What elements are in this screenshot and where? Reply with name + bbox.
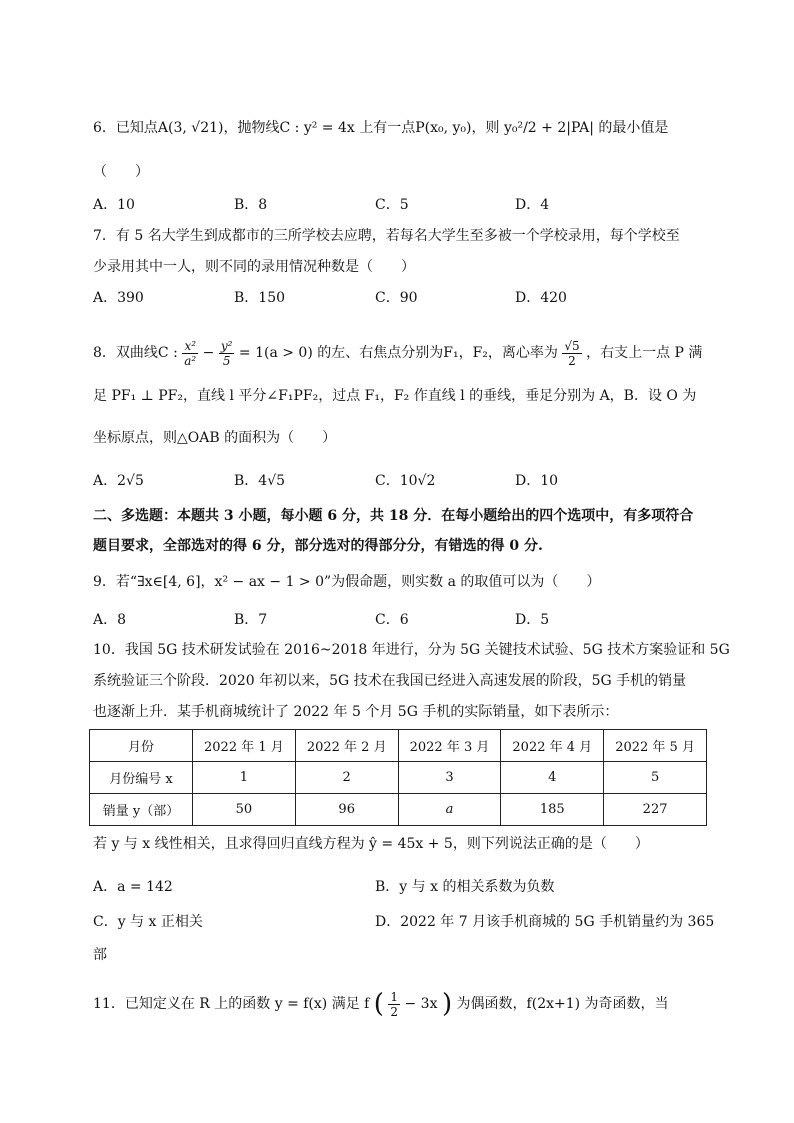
q7-options [93,288,713,308]
q11-fraction [388,990,400,1019]
q8-option-d: D．10 [515,473,559,489]
q9-options [93,610,713,630]
table-cell: 4 [501,762,604,794]
q9-option-b: B．7 [234,612,268,628]
q11-line-start: 11．已知定义在 R 上的函数 y = f(x) 满足 f [93,996,370,1012]
table-cell: 2022 年 3 月 [398,730,501,762]
q6-bracket: （ ） [93,164,149,180]
q8-option-a: A．2√5 [93,473,144,489]
table-row [90,762,707,794]
table-row [90,730,707,762]
q8-minus: − [202,345,215,361]
q6-option-b: B．8 [234,197,268,213]
q9-option-d: D．5 [515,612,550,628]
table-cell: 3 [398,762,501,794]
q6-option-c: C．5 [375,197,409,213]
q8-options [93,471,713,491]
q10-options-row-1 [93,877,713,897]
q11-fraction-den: 2 [390,1004,399,1019]
table-cell: a [398,794,501,826]
table-cell: 5 [604,762,707,794]
q7-option-c: C．90 [375,290,418,306]
q8-line-1 [93,336,702,370]
q10-line-2: 系统验证三个阶段．2020 年初以来，5G 技术在我国已经进入高速发展的阶段，5G 手机的销量 [93,673,687,689]
q7-option-d: D．420 [515,290,567,306]
q10-option-c: C．y 与 x 正相关 [93,914,203,930]
q6-option-d: D．4 [515,197,550,213]
table-row [90,794,707,826]
q8-eccentricity [562,339,581,368]
q9-stem: 9．若“∃x∈[4, 6]，x² − ax − 1 > 0”为假命题，则实数 a 的取值可以为（ ） [93,574,601,590]
q10-line-1: 10．我国 5G 技术研发试验在 2016~2018 年进行，分为 5G 关键技术试验、5G 技术方案验证和 5G [93,642,730,658]
table-cell: 2022 年 1 月 [193,730,296,762]
q10-option-d: D．2022 年 7 月该手机商城的 5G 手机销量约为 365 [375,914,715,930]
table-cell: 227 [604,794,707,826]
q8-fraction-y [219,339,235,368]
section-2-heading-line-1: 二、多选题：本题共 3 小题，每小题 6 分，共 18 分．在每小题给出的四个选项中，有多项符合 [93,508,694,524]
q8-line-2: 足 PF₁ ⊥ PF₂，直线 l 平分∠F₁PF₂，过点 F₁，F₂ 作直线 l 的垂线，垂足分别为 A，B．设 O 为 [93,388,697,404]
q8-eccentricity-den: 2 [568,353,576,368]
q10-option-a: A．a = 142 [93,879,173,895]
table-cell: 月份 [90,730,193,762]
q9-option-c: C．6 [375,612,409,628]
table-cell: 50 [193,794,296,826]
table-cell: 2 [295,762,398,794]
table-cell: 96 [295,794,398,826]
q6-option-a: A．10 [93,197,135,213]
table-cell: 1 [193,762,296,794]
table-cell: 2022 年 5 月 [604,730,707,762]
q8-option-c: C．10√2 [375,473,436,489]
table-cell: 2022 年 2 月 [295,730,398,762]
table-cell: 月份编号 x [90,762,193,794]
q6-options [93,195,713,215]
q8-fraction-x-den: a² [184,353,197,368]
q7-option-b: B．150 [234,290,286,306]
q10-after-table: 若 y 与 x 线性相关，且求得回归直线方程为 ŷ = 45x + 5，则下列说法正确的是（ ） [93,836,649,852]
q8-line-1-start: 8．双曲线C : [93,345,178,361]
table-cell: 销量 y（部） [90,794,193,826]
q7-line-2: 少录用其中一人，则不同的录用情况种数是（ ） [93,259,415,275]
q7-option-a: A．390 [93,290,144,306]
q6-stem: 6．已知点A(3, √21)，抛物线C : y² = 4x 上有一点P(x₀, y₀)，则 y₀²/2 + 2|PA| 的最小值是 [93,120,669,136]
q11-fraction-num: 1 [390,989,399,1004]
q10-option-b: B．y 与 x 的相关系数为负数 [375,879,555,895]
q11-right-paren: ) [441,989,453,1019]
q8-fraction-x-num: x² [182,339,198,354]
q11-line-1 [93,986,669,1022]
q8-line-3: 坐标原点，则△OAB 的面积为（ ） [93,430,337,446]
q10-options-row-2 [93,912,713,932]
q8-fraction-x [182,339,198,368]
q8-eccentricity-num: √5 [564,338,580,353]
table-cell: 2022 年 4 月 [501,730,604,762]
q11-minus-term: − 3x [404,996,438,1012]
q10-option-d-continuation: 部 [93,947,107,963]
sales-table [89,729,707,826]
q10-line-3: 也逐渐上升．某手机商城统计了 2022 年 5 个月 5G 手机的实际销量，如下表所示： [93,704,619,720]
q8-fraction-y-den: 5 [222,353,231,368]
q9-option-a: A．8 [93,612,127,628]
table-cell: 185 [501,794,604,826]
section-2-heading-line-2: 题目要求，全部选对的得 6 分，部分选对的得部分分，有错选的得 0 分. [93,538,543,554]
q8-line-1-middle: = 1(a > 0) 的左、右焦点分别为F₁，F₂，离心率为 [238,345,558,361]
q11-left-paren: ( [373,989,384,1019]
q7-line-1: 7．有 5 名大学生到成都市的三所学校去应聘，若每名大学生至多被一个学校录用，每个学校至 [93,228,680,244]
q8-fraction-y-num: y² [220,338,233,353]
q11-line-end: 为偶函数，f(2x+1) 为奇函数，当 [456,996,669,1012]
q8-option-b: B．4√5 [234,473,286,489]
q8-line-1-end: ，右支上一点 P 满 [586,345,703,361]
